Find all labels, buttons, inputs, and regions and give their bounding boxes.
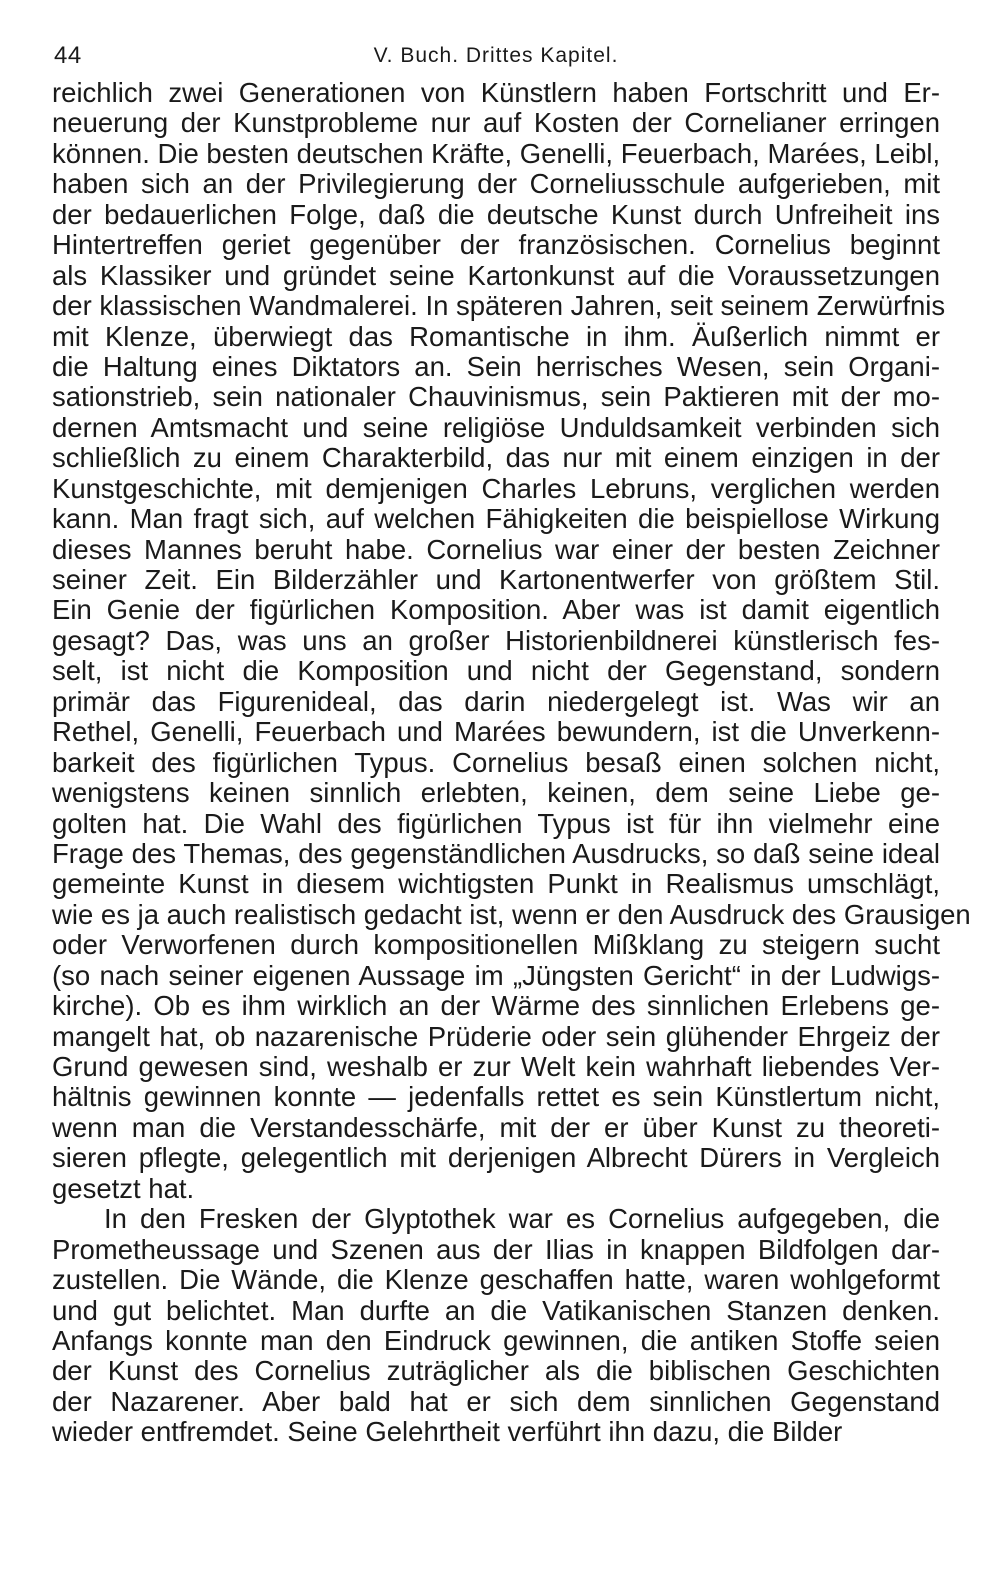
text-line: gesagt? Das, was uns an großer Historienbildnerei künstlerisch fes-	[52, 624, 940, 656]
text-line: können. Die besten deutschen Kräfte, Genelli, Feuerbach, Marées, Leibl,	[52, 137, 941, 169]
text-line: seiner Zeit. Ein Bilderzähler und Kartonentwerfer von größtem Stil.	[52, 564, 940, 595]
text-line: kann. Man fragt sich, auf welchen Fähigkeiten die beispiellose Wirkung	[52, 503, 940, 535]
text-line: wenn man die Verstandesschärfe, mit der er über Kunst zu theoreti-	[52, 1111, 940, 1143]
text-line: Hintertreffen geriet gegenüber der französischen. Cornelius beginnt	[52, 229, 940, 261]
page-number: 44	[54, 42, 82, 69]
text-line: Prometheussage und Szenen aus der Ilias in knappen Bildfolgen dar-	[52, 1233, 940, 1265]
text-line: Frage des Themas, des gegenständlichen Ausdrucks, so daß seine ideal	[52, 837, 940, 869]
text-line: sationstrieb, sein nationaler Chauvinismus, sein Paktieren mit der mo-	[52, 381, 940, 413]
text-line: der Kunst des Cornelius zuträglicher als die biblischen Geschichten	[52, 1355, 940, 1387]
text-line: mangelt hat, ob nazarenische Prüderie oder sein glühender Ehrgeiz der	[52, 1020, 940, 1052]
text-line: selt, ist nicht die Komposition und nicht der Gegenstand, sondern	[52, 655, 940, 687]
text-line: gesetzt hat.	[52, 1172, 195, 1204]
text-line: hältnis gewinnen konnte — jedenfalls rettet es sein Künstlertum nicht,	[52, 1081, 940, 1113]
text-line: mit Klenze, überwiegt das Romantische in ihm. Äußerlich nimmt er	[52, 320, 940, 352]
text-line: wieder entfremdet. Seine Gelehrtheit verführt ihn dazu, die Bilder	[52, 1416, 843, 1448]
text-line: gemeinte Kunst in diesem wichtigsten Punkt in Realismus umschlägt,	[52, 868, 940, 900]
text-line: schließlich zu einem Charakterbild, das nur mit einem einzigen in der	[52, 442, 940, 474]
book-page	[52, 38, 971, 1448]
text-line: der klassischen Wandmalerei. In späteren Jahren, seit seinem Zerwürfnis	[52, 290, 946, 322]
text-line: neuerung der Kunstprobleme nur auf Kosten der Cornelianer erringen	[52, 107, 940, 139]
text-line: reichlich zwei Generationen von Künstlern haben Fortschritt und Er-	[52, 77, 940, 108]
text-line: wie es ja auch realistisch gedacht ist, wenn er den Ausdruck des Grausigen	[52, 898, 971, 930]
text-line: In den Fresken der Glyptothek war es Cornelius aufgegeben, die	[104, 1203, 940, 1235]
text-line: kirche). Ob es ihm wirklich an der Wärme des sinnlichen Erlebens ge-	[52, 990, 940, 1022]
paragraph	[52, 77, 971, 1204]
text-line: (so nach seiner eigenen Aussage im „Jüngsten Gericht“ in der Ludwigs-	[52, 959, 940, 991]
text-line: barkeit des figürlichen Typus. Cornelius besaß einen solchen nicht,	[52, 746, 940, 778]
text-line: wenigstens keinen sinnlich erlebten, keinen, dem seine Liebe ge-	[52, 777, 940, 809]
text-line: der Nazarener. Aber bald hat er sich dem sinnlichen Gegenstand	[52, 1385, 940, 1417]
text-line: primär das Figurenideal, das darin niedergelegt ist. Was wir an	[52, 685, 940, 717]
text-line: Ein Genie der figürlichen Komposition. Aber was ist damit eigentlich	[52, 594, 940, 626]
body-text	[52, 77, 971, 1448]
text-line: Rethel, Genelli, Feuerbach und Marées bewundern, ist die Unverkenn-	[52, 716, 940, 748]
text-line: Anfangs konnte man den Eindruck gewinnen, die antiken Stoffe seien	[52, 1324, 940, 1356]
text-line: oder Verworfenen durch kompositionellen Mißklang zu steigern sucht	[52, 929, 940, 961]
text-line: der bedauerlichen Folge, daß die deutsche Kunst durch Unfreiheit ins	[52, 198, 940, 230]
paragraph	[52, 1204, 940, 1448]
page-header	[52, 38, 940, 78]
text-line: und gut belichtet. Man durfte an die Vatikanischen Stanzen denken.	[52, 1294, 940, 1326]
text-line: dernen Amtsmacht und seine religiöse Unduldsamkeit verbinden sich	[52, 411, 940, 443]
text-line: sieren pflegte, gelegentlich mit derjenigen Albrecht Dürers in Vergleich	[52, 1142, 940, 1174]
text-line: als Klassiker und gründet seine Kartonkunst auf die Voraussetzungen	[52, 259, 940, 291]
text-line: Kunstgeschichte, mit demjenigen Charles Lebruns, verglichen werden	[52, 472, 940, 504]
text-line: die Haltung eines Diktators an. Sein herrisches Wesen, sein Organi-	[52, 350, 940, 382]
text-line: haben sich an der Privilegierung der Corneliusschule aufgerieben, mit	[52, 168, 940, 200]
text-line: golten hat. Die Wahl des figürlichen Typus ist für ihn vielmehr eine	[52, 807, 940, 839]
text-line: dieses Mannes beruht habe. Cornelius war einer der besten Zeichner	[52, 533, 940, 565]
running-title: V. Buch. Drittes Kapitel.	[373, 44, 619, 67]
text-line: zustellen. Die Wände, die Klenze geschaffen hatte, waren wohlgeformt	[52, 1264, 940, 1296]
text-line: Grund gewesen sind, weshalb er zur Welt kein wahrhaft liebendes Ver-	[52, 1051, 940, 1082]
